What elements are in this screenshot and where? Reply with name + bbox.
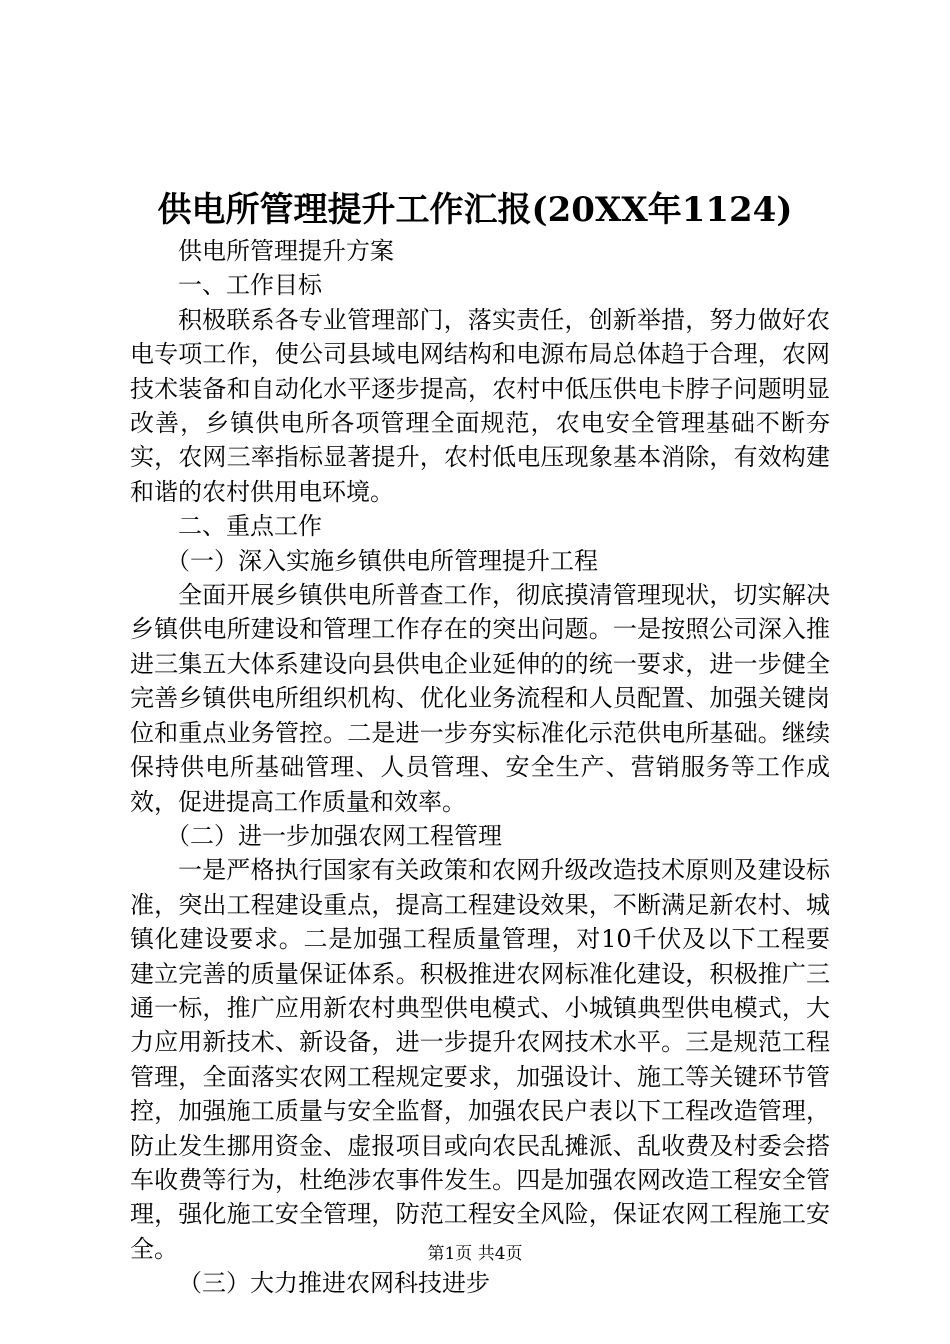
document-body: [130, 234, 830, 1301]
paragraph-subsection-2: 一是严格执行国家有关政策和农网升级改造技术原则及建设标准，突出工程建设重点，提高工程建设效果，不断满足新农村、城镇化建设要求。二是加强工程质量管理，对10千伏及以下工程要建立完善的质量保证体系。积极推进农网标准化建设，积极推广三通一标，推广应用新农村典型供电模式、小城镇典型供电模式，大力应用新技术、新设备，进一步提升农网技术水平。三是规范工程管理，全面落实农网工程规定要求，加强设计、施工等关键环节管控，加强施工质量与安全监督，加强农民户表以下工程改造管理，防止发生挪用资金、虚报项目或向农民乱摊派、乱收费及村委会搭车收费等行为，杜绝涉农事件发生。四是加强农网改造工程安全管理，强化施工安全管理，防范工程安全风险，保证农网工程施工安全。: [130, 856, 830, 1263]
section-heading-goals: 一、工作目标: [178, 271, 322, 300]
page-footer: 第1页 共4页: [427, 1244, 523, 1264]
subsection-heading-1: （一）深入实施乡镇供电所管理提升工程: [166, 546, 598, 575]
paragraph-goals: 积极联系各专业管理部门，落实责任，创新举措，努力做好农电专项工作，使公司县域电网结构和电源布局总体趋于合理，农网技术装备和自动化水平逐步提高，农村中低压供电卡脖子问题明显改善，乡镇供电所各项管理全面规范，农电安全管理基础不断夯实，农网三率指标显著提升，农村低电压现象基本消除，有效构建和谐的农村供用电环境。: [130, 305, 830, 506]
subsection-heading-3: （三）大力推进农网科技进步: [178, 1269, 490, 1298]
paragraph-subsection-1: 全面开展乡镇供电所普查工作，彻底摸清管理现状，切实解决乡镇供电所建设和管理工作存在的突出问题。一是按照公司深入推进三集五大体系建设向县供电企业延伸的的统一要求，进一步健全完善乡镇供电所组织机构、优化业务流程和人员配置、加强关键岗位和重点业务管控。二是进一步夯实标准化示范供电所基础。继续保持供电所基础管理、人员管理、安全生产、营销服务等工作成效，促进提高工作质量和效率。: [130, 581, 830, 816]
plan-heading: 供电所管理提升方案: [178, 237, 394, 265]
document-title: 供电所管理提升工作汇报(20XX年1124): [157, 190, 793, 230]
section-heading-key-work: 二、重点工作: [178, 512, 322, 541]
subsection-heading-2: （二）进一步加强农网工程管理: [166, 821, 502, 850]
